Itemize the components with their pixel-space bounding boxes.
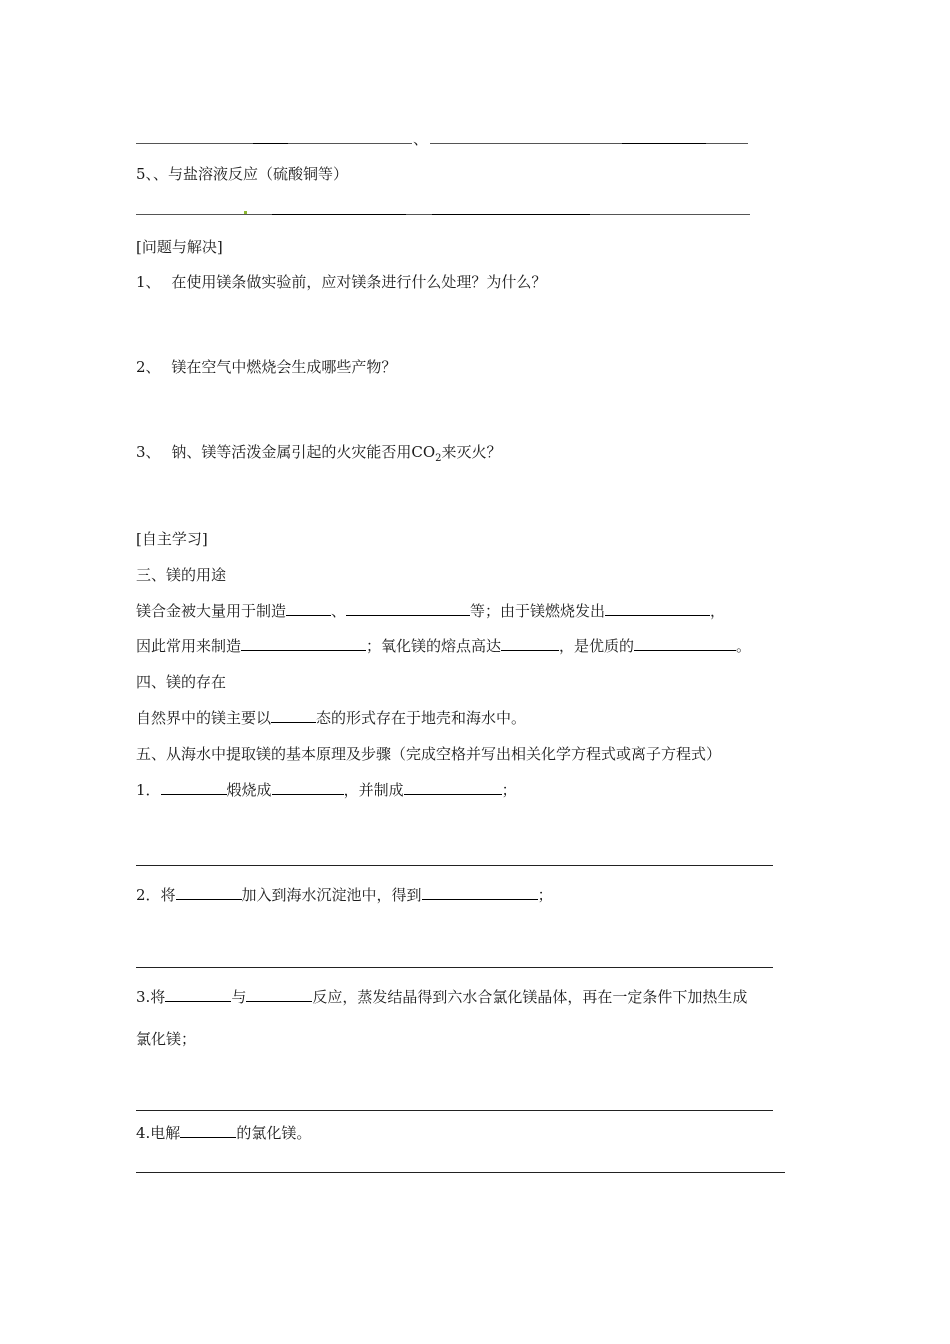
uses-line-1: [136, 600, 725, 621]
uses-l2-text-c: ，是优质的: [559, 637, 635, 655]
blank-step1-made[interactable]: [404, 779, 502, 795]
question-3-text-pre: 钠、镁等活泼金属引起的火灾能否用: [171, 443, 412, 461]
existence-text-a: 自然界中的镁主要以: [136, 709, 272, 727]
step-2-text-c: ；: [537, 886, 553, 904]
green-dot-mark: [244, 211, 247, 214]
question-3-num: 3、: [136, 443, 161, 461]
question-1: [136, 271, 546, 292]
blank-existence-state[interactable]: [271, 707, 316, 723]
uses-l1-text-d: ，: [710, 602, 726, 620]
step-3: [136, 986, 747, 1007]
blank-quality-material[interactable]: [634, 635, 736, 651]
blank-step1-product[interactable]: [272, 779, 344, 795]
question-1-num: 1、: [136, 273, 161, 291]
step-3-num: 3.将: [136, 988, 166, 1006]
answer-line-top-3[interactable]: [430, 143, 622, 144]
blank-step2-product[interactable]: [422, 884, 538, 900]
step-1-text-b: 煅烧成: [226, 781, 272, 799]
uses-line-2: [136, 635, 751, 656]
step-2-num: 2．将: [136, 886, 176, 904]
answer-line-top-2[interactable]: [288, 143, 412, 144]
question-1-text: 在使用镁条做实验前，应对镁条进行什么处理？为什么？: [171, 273, 547, 291]
question-3: [136, 441, 502, 464]
step-2: [136, 884, 553, 905]
answer-line-step4[interactable]: [136, 1172, 785, 1173]
uses-l2-text-d: 。: [736, 637, 752, 655]
uses-l2-text-a: 因此常用来制造: [136, 637, 242, 655]
blank-burning-light[interactable]: [605, 600, 710, 616]
answer-line-step2[interactable]: [136, 967, 773, 968]
question-2-num: 2、: [136, 358, 161, 376]
answer-line-step1[interactable]: [136, 865, 773, 866]
separator-comma: 、: [413, 130, 429, 148]
existence-heading: 四、镁的存在: [136, 673, 227, 691]
step-1-text-c: ，并制成: [343, 781, 404, 799]
question-3-text-post: 来灭火？: [441, 443, 502, 461]
section-problem-title: [问题与解决]: [136, 238, 223, 256]
blank-step1-raw[interactable]: [161, 779, 227, 795]
existence-text-b: 态的形式存在于地壳和海水中。: [316, 709, 527, 727]
existence-line: [136, 707, 526, 728]
question-3-formula-subscript: 2: [435, 453, 442, 464]
uses-l2-text-b: ；氧化镁的熔点高达: [366, 637, 502, 655]
answer-line-top-1-bold[interactable]: [253, 143, 288, 144]
section-self-title: [自主学习]: [136, 530, 208, 548]
blank-step4-state[interactable]: [180, 1122, 236, 1138]
step-3-text-c: 反应，蒸发结晶得到六水合氯化镁晶体，再在一定条件下加热生成: [312, 988, 748, 1006]
step-2-text-b: 加入到海水沉淀池中，得到: [241, 886, 422, 904]
step-3-continued: 氯化镁；: [136, 1030, 197, 1048]
step-1-text-d: ；: [501, 781, 517, 799]
answer-line-top-4[interactable]: [706, 143, 748, 144]
question-2-text: 镁在空气中燃烧会生成哪些产物？: [171, 358, 397, 376]
step-4-num: 4.电解: [136, 1124, 181, 1142]
question-2: [136, 356, 396, 377]
answer-line-item5-4[interactable]: [432, 214, 590, 215]
step-1-num: 1．: [136, 781, 161, 799]
item-5-text: 5、、与盐溶液反应（硫酸铜等）: [136, 165, 349, 183]
uses-l1-text-a: 镁合金被大量用于制造: [136, 602, 287, 620]
step-3-text-b: 与: [231, 988, 247, 1006]
blank-made-into[interactable]: [241, 635, 366, 651]
step-1: [136, 779, 517, 800]
blank-melting-point[interactable]: [501, 635, 559, 651]
uses-l1-text-c: 等；由于镁燃烧发出: [470, 602, 606, 620]
answer-line-item5-3[interactable]: [406, 214, 432, 215]
extract-heading: 五、从海水中提取镁的基本原理及步骤（完成空格并写出相关化学方程式或离子方程式）: [136, 745, 722, 763]
blank-step2-reagent[interactable]: [176, 884, 242, 900]
answer-line-item5-5[interactable]: [590, 214, 750, 215]
blank-alloy-use-1[interactable]: [286, 600, 331, 616]
uses-heading: 三、镁的用途: [136, 566, 227, 584]
blank-step3-reactant-2[interactable]: [246, 986, 312, 1002]
step-4-text-b: 的氯化镁。: [236, 1124, 312, 1142]
question-3-formula: CO: [411, 443, 436, 461]
step-4: [136, 1122, 311, 1143]
answer-line-top-1[interactable]: [136, 143, 253, 144]
blank-alloy-use-2[interactable]: [346, 600, 470, 616]
answer-line-item5-1[interactable]: [136, 214, 272, 215]
blank-step3-reactant-1[interactable]: [165, 986, 231, 1002]
uses-l1-text-b: 、: [331, 602, 347, 620]
answer-line-top-3-bold[interactable]: [622, 143, 706, 144]
answer-line-step3[interactable]: [136, 1110, 773, 1111]
answer-line-item5-2[interactable]: [272, 214, 406, 215]
